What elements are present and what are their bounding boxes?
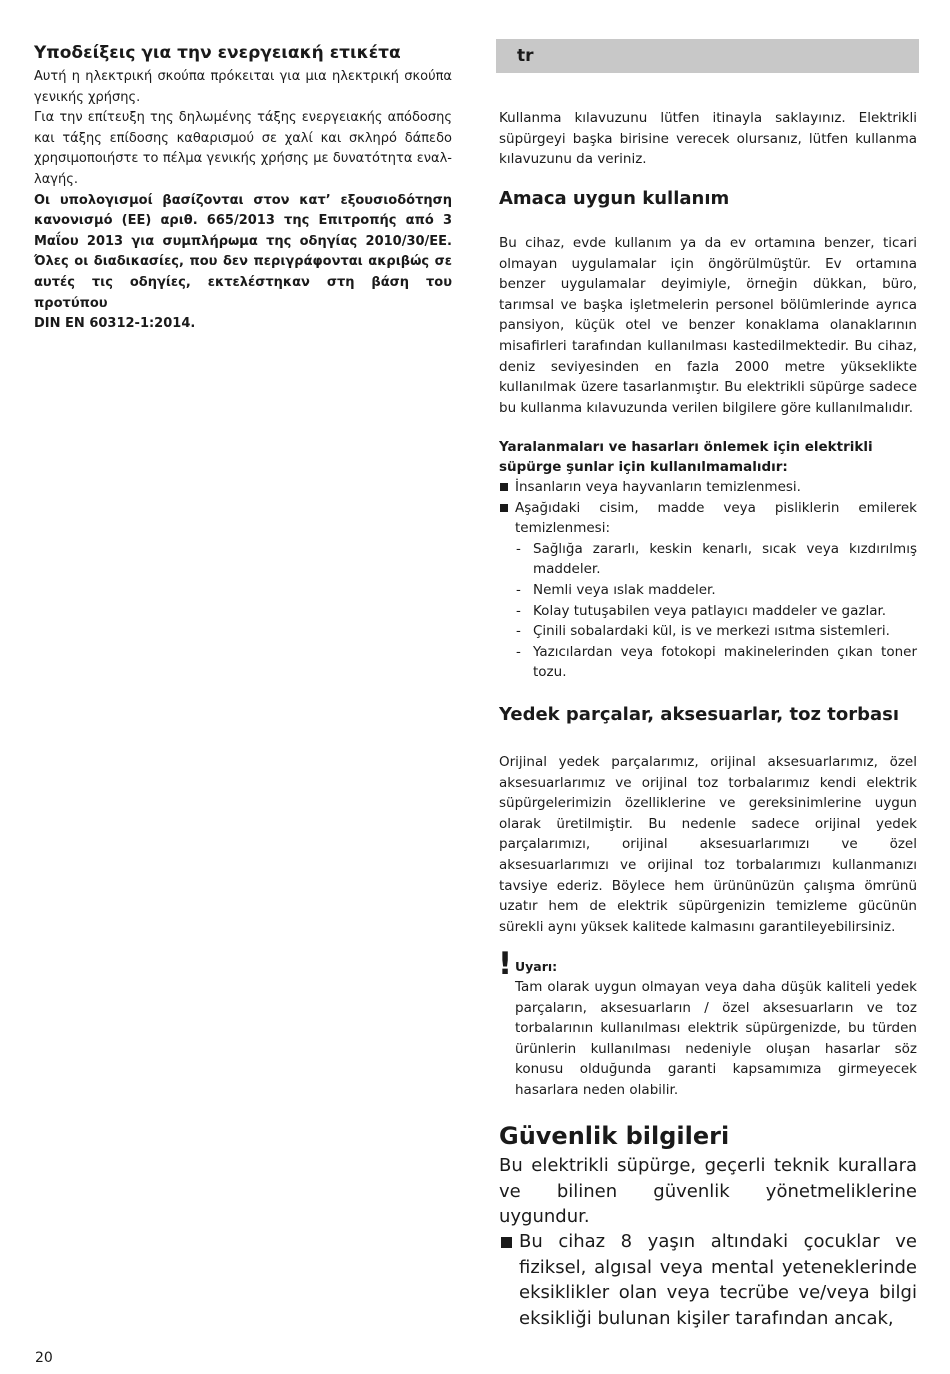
- safety-list-item: Bu cihaz 8 yaşın altındaki çocuklar ve fiziksel, algısal veya mental yeteneklerinde eksiklikler olan veya tecrübe ve/veya bilgi eksikliği bulunan kişiler tarafından ancak,: [499, 1229, 917, 1331]
- sub-list-item: - Kolay tutuşabilen veya patlayıcı maddeler ve gazlar.: [516, 602, 887, 619]
- exclamation-icon: !: [498, 946, 513, 982]
- spare-parts-paragraph: Orijinal yedek parçalarımız, orijinal aksesuarlarımız, özel aksesuarlarımız ve orijinal toz torbalarımız kendi elektrik süpürgelerimizin özelliklerine ve gereksinimlerine uygun olarak üretilmiştir. Bu nedenle sadece orijinal yedek parçalarımızı, orijinal aksesuarlarımızı ve özel aksesuarlarımızı ve orijinal toz torbalarımızı kullanmanızı tavsiye ederiz. Böylece hem ürününüzün çalışma ömrünü uzatır hem de elektrik süpürgenizin temizleme gücünün sürekli aynı yüksek kalitede kalmasını garantileyebilirsiniz.: [499, 754, 917, 935]
- safety-heading: Güvenlik bilgileri: [499, 1122, 730, 1150]
- list-item: Aşağıdaki cisim, madde veya pisliklerin emilerek temizlenmesi:: [499, 498, 917, 539]
- sub-list-item: - Çinili sobalardaki kül, is ve merkezi ısıtma sistemleri.: [516, 623, 890, 640]
- intro-paragraph: Kullanma kılavuzunu lütfen itinayla saklayınız. Elektrikli süpürgeyi başka birisine verecek olursanız, lütfen kullanma kılavuzunu da veriniz.: [499, 110, 917, 168]
- intended-use-paragraph: Bu cihaz, evde kullanım ya da ev ortamına benzer, ticari olmayan uygulamalar için öngörülmüştür. Ev ortamına benzer uygulamalar deyimiyle, örneğin dükkan, büro, tarımsal ve başka işletmelerin personel bölümlerinde ayrıca pansiyon, küçük otel ve benzer konaklama olanaklarının misafirleri tarafından kullanılması kastedilmektedir. Bu cihaz, deniz seviyesinden en fazla 2000 metre yükseklikte kullanılmak üzere tasarlanmıştır. Bu elektrikli süpürge sadece bu kullanma kılavuzunda verilen bilgilere göre kullanılmalıdır.: [499, 235, 917, 416]
- energy-label-para-3: Οι υπολογισμοί βασίζονται στον κατ’ εξουσιοδότηση κανονισμό (ΕΕ) αριθ. 665/2013 της Επιτροπής από 3 Μαΐου 2013 για συμπλήρωμα της οδηγίας 2010/30/ΕΕ. Όλες οι διαδικασίες, που δεν περιγράφονται ακριβώς σε αυτές τις οδηγίες, εκτελέστηκαν στη βάση του προτύπου: [34, 192, 452, 311]
- intended-use-heading: Amaca uygun kullanım: [499, 188, 730, 209]
- bullet-square-icon: [500, 504, 508, 512]
- warning-text: Tam olarak uygun olmayan veya daha düşük kaliteli yedek parçaların, aksesuarların / özel aksesuarların ve toz torbalarının kullanılması elektrik süpürgenizde, bu türden ürünlerin kullanılması nedeniyle oluşan hasarlar söz konusu olduğunda garanti kapsamımıza girmeyecek hasarlara neden olabilir.: [515, 979, 917, 1098]
- warning-label: Uyarı:: [515, 959, 558, 974]
- bullet-square-icon: [500, 483, 508, 491]
- energy-label-standard: DIN EN 60312-1:2014.: [34, 316, 196, 332]
- sub-list-item: - Nemli veya ıslak maddeler.: [516, 581, 716, 598]
- misuse-block: [499, 437, 917, 683]
- spare-parts-heading: Yedek parçalar, aksesuarlar, toz torbası: [499, 704, 900, 725]
- page-number: 20: [35, 1350, 53, 1366]
- sub-list-item: - Yazıcılardan veya fotokopi makinelerinden çıkan toner tozu.: [516, 643, 917, 681]
- left-column: [34, 42, 452, 335]
- warning-notice: [498, 946, 917, 1101]
- energy-label-para-1: Αυτή η ηλεκτρική σκούπα πρόκειται για μια ηλεκτρική σκούπα γενικής χρήσης.: [34, 69, 452, 105]
- language-code: tr: [517, 46, 534, 66]
- energy-label-para-2: Για την επίτευξη της δηλωμένης τάξης ενεργειακής απόδοσης και τάξης επίδοσης καθαρισμού σε χαλί και σκληρό δάπεδο χρησιμοποιήστε το πέλμα γενικής χρήσης με δυνατότητα εναλ-λαγής.: [34, 110, 452, 187]
- misuse-heading: Yaralanmaları ve hasarları önlemek için elektrikli süpürge şunlar için kullanılmamalıdır:: [499, 439, 873, 475]
- safety-paragraph: Bu elektrikli süpürge, geçerli teknik kurallara ve bilinen güvenlik yönetmeliklerine uygundur.: [499, 1155, 917, 1227]
- language-bar: [496, 39, 919, 73]
- list-item: İnsanların veya hayvanların temizlenmesi.: [499, 477, 917, 498]
- energy-label-heading: Υποδείξεις για την ενεργειακή ετικέτα: [34, 43, 401, 63]
- sub-list-item: - Sağlığa zararlı, keskin kenarlı, sıcak veya kızdırılmış maddeler.: [516, 540, 917, 578]
- bullet-square-icon: [501, 1237, 512, 1248]
